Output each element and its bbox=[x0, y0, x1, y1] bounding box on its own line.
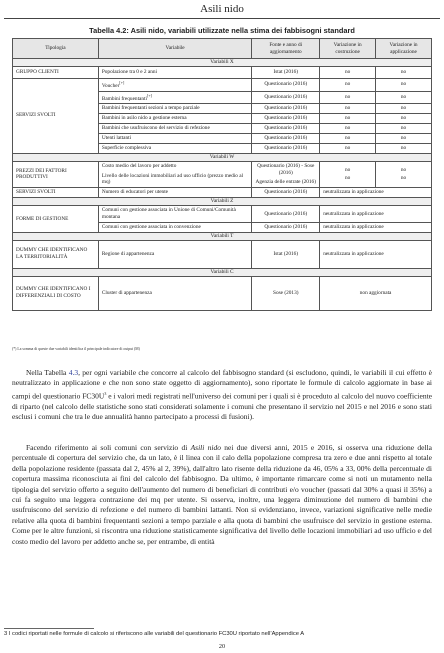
neutral-cell: neutralizzata in applicazione bbox=[320, 222, 432, 232]
fonte-cell: Questionario (2016) bbox=[252, 91, 320, 104]
applicazione-cell: no bbox=[376, 133, 432, 143]
applicazione-cell: no bbox=[376, 67, 432, 79]
variabile-cell: Superficie complessiva bbox=[98, 143, 252, 153]
fonte-cell: Sose (2013) bbox=[252, 276, 320, 310]
output-marker: [+] bbox=[119, 80, 125, 85]
costruzione-cell: no bbox=[320, 124, 376, 134]
fonte-cell: Istat (2016) bbox=[252, 240, 320, 268]
group-row-t bbox=[13, 232, 432, 240]
table-row bbox=[13, 188, 432, 198]
table-row bbox=[13, 206, 432, 223]
output-marker: [+] bbox=[147, 92, 152, 98]
variabile-cell: Bambini in asilo nido a gestione esterna bbox=[98, 114, 252, 124]
applicazione-cell bbox=[376, 161, 432, 188]
fonte-cell: Questionario (2016) bbox=[252, 79, 320, 92]
neutral-cell: neutralizzata in applicazione bbox=[320, 188, 432, 198]
group-label-t: Variabili T bbox=[13, 232, 432, 240]
table-row bbox=[13, 161, 432, 188]
tipologia-cell: DUMMY CHE IDENTIFICANO I DIFFERENZIALI DI COSTO bbox=[13, 276, 99, 310]
fonte-cell: Questionario (2016) bbox=[252, 133, 320, 143]
fonte-cell: Questionario (2016) bbox=[252, 143, 320, 153]
group-label-c: Variabili C bbox=[13, 268, 432, 276]
fonte-cell: Questionario (2016) bbox=[252, 206, 320, 223]
paragraph-1-text bbox=[12, 368, 432, 423]
table-row bbox=[13, 79, 432, 92]
neutral-cell: non aggiornata bbox=[320, 276, 432, 310]
tipologia-cell: GRUPPO CLIENTI bbox=[13, 67, 99, 79]
variabile-cell bbox=[98, 79, 252, 92]
applicazione-cell: no bbox=[376, 143, 432, 153]
tipologia-cell: FORME DI GESTIONE bbox=[13, 206, 99, 233]
p1-end: e i valori medi registrati nell'universo dei comuni per i quali si è proceduto al calcolo del nuovo coefficiente di riparto (nel calcolo delle statistiche sono stati considerati solamente i comuni che presentano il servizio nel 2015 e nel 2016 e sono stati esclusi i comuni che tra le due annualità hanno partecipato a processi di fusioni). bbox=[12, 391, 432, 422]
variabile-cell: Numero di educatori per utente bbox=[98, 188, 252, 198]
variabile-cell: Bambini frequentanti sezioni a tempo parziale bbox=[98, 104, 252, 114]
variabile-cell: Popolazione tra 0 e 2 anni bbox=[98, 67, 252, 79]
fonte-line: Questionario (2016) - Sose (2016) bbox=[257, 163, 315, 177]
applicazione-line: no bbox=[400, 166, 407, 173]
group-label-w: Variabili W bbox=[13, 153, 432, 161]
footnote: 3 I codici riportati nelle formule di calcolo si riferiscono alle variabili del questionario FC30U riportato nell'Appendice A bbox=[4, 631, 305, 637]
variabile-cell: Cluster di appartenenza bbox=[98, 276, 252, 310]
table-row bbox=[13, 276, 432, 310]
p2-post: nei due diversi anni, 2015 e 2016, si osserva una riduzione della percentuale di copertura del servizio che, da un lato, è il linea con il calo della popolazione compresa tra zero e due anni rispetto al totale della popolazione residente (passata dal 2, 45% al 2, 39%), dall'altro lato risente della riduzione da 46, 05% a 33, 00% della percentuale di copertura massima riconosciuta ai fini del calcolo del fabbisogno. Da ultimo, è importante rimarcare come si noti un mutamento nella tipologia del servizio offerto a seguito dell'aumento del numero di beneficiari di contributi e/o voucher (passati dal 30% a quasi il 35%) a cui fa seguito una leggera contrazione dei mq per utente. Si osserva, inoltre, una leggera diminuzione del numero di bambini che usufruiscono del servizio di refezione e del numero di bambini lattanti. Non si evidenziano, invece, variazioni significative nelle medie relative alla quota di bambini frequentanti sezioni a tempo parziale e alla quota di bambini che usufruisce del servizio in gestione esterna. Come per le altre funzioni, si riscontra una riduzione statisticamente significativa del livello delle locazioni immobiliari ad uso ufficio e del costo medio del lavoro per addetto anche se, per entrambe, di entità bbox=[12, 443, 432, 546]
variabile-cell bbox=[98, 161, 252, 188]
tipologia-cell: SERVIZI SVOLTI bbox=[13, 188, 99, 198]
fonte-cell: Istat (2016) bbox=[252, 67, 320, 79]
variabile-text: Voucher bbox=[101, 82, 120, 89]
costruzione-cell: no bbox=[320, 67, 376, 79]
p1-post: , per ogni variabile che concorre al calcolo del fabbisogno standard (si escludono, quindi, le variabili il cui effetto è neutralizzato in applicazione e che non sono state oggetto di aggiornamento), sono riportate le formule di calcolo aggiornate in base ai campi del questionario FC30U bbox=[12, 368, 432, 401]
variabile-line: Costo medio del lavoro per addetto bbox=[101, 162, 177, 169]
neutral-cell: neutralizzata in applicazione bbox=[320, 206, 432, 223]
paragraph-1 bbox=[12, 368, 432, 423]
costruzione-line: no bbox=[344, 166, 351, 173]
group-label-z: Variabili Z bbox=[13, 198, 432, 206]
header-tipologia: Tipologia bbox=[13, 39, 99, 59]
group-row-c bbox=[13, 268, 432, 276]
fonte-cell: Questionario (2016) bbox=[252, 104, 320, 114]
paragraph-2 bbox=[12, 443, 432, 547]
footnote-rule bbox=[4, 628, 94, 629]
group-row-x bbox=[13, 59, 432, 67]
costruzione-cell: no bbox=[320, 91, 376, 104]
table-row bbox=[13, 240, 432, 268]
costruzione-cell: no bbox=[320, 114, 376, 124]
page-number: 20 bbox=[218, 643, 226, 650]
variables-table bbox=[12, 38, 432, 311]
running-head: Asili nido bbox=[200, 3, 244, 15]
costruzione-cell: no bbox=[320, 79, 376, 92]
fonte-cell: Questionario (2016) bbox=[252, 124, 320, 134]
costruzione-cell bbox=[320, 161, 376, 188]
p1-pre: Nella Tabella bbox=[26, 368, 69, 377]
fonte-cell: Questionario (2016) bbox=[252, 114, 320, 124]
table-note: (*) La somma di queste due variabili identifica il principale indicatore di output (M) bbox=[12, 347, 140, 351]
variabile-cell: Comuni con gestione associata in convenzione bbox=[98, 222, 252, 232]
group-row-w bbox=[13, 153, 432, 161]
applicazione-line: no bbox=[400, 175, 407, 182]
variabile-cell: Comuni con gestione associata in Unione di Comuni/Comunità montana bbox=[98, 206, 252, 223]
header-rule bbox=[4, 18, 440, 19]
fonte-cell: Questionario (2016) bbox=[252, 188, 320, 198]
header-variabile: Variabile bbox=[98, 39, 252, 59]
variabile-text: Bambini frequentanti bbox=[101, 95, 147, 102]
tipologia-cell: SERVIZI SVOLTI bbox=[13, 79, 99, 154]
header-var-costruzione: Variazione in costruzione bbox=[320, 39, 376, 59]
fonte-cell: Questionario (2016) bbox=[252, 222, 320, 232]
variabile-line: Livello delle locazioni immobiliari ad uso ufficio (prezzo medio al mq) bbox=[101, 172, 244, 186]
p2-pre: Facendo riferimento ai soli comuni con servizio di bbox=[26, 443, 191, 452]
costruzione-cell: no bbox=[320, 143, 376, 153]
table-title: Tabella 4.2: Asili nido, variabili utilizzate nella stima dei fabbisogni standard bbox=[89, 26, 355, 35]
table-header-row bbox=[13, 39, 432, 59]
variabile-cell: Bambini che usufruiscono del servizio di refezione bbox=[98, 124, 252, 134]
costruzione-cell: no bbox=[320, 133, 376, 143]
costruzione-cell: no bbox=[320, 104, 376, 114]
table-ref-link[interactable]: 4.3 bbox=[68, 368, 79, 377]
header-fonte: Fonte e anno di aggiornamento bbox=[252, 39, 320, 59]
neutral-cell: neutralizzata in applicazione bbox=[320, 240, 432, 268]
table-row bbox=[13, 67, 432, 79]
applicazione-cell: no bbox=[376, 114, 432, 124]
tipologia-cell: DUMMY CHE IDENTIFICANO LA TERRITORIALITÀ bbox=[13, 240, 99, 268]
header-var-applicazione: Variazione in applicazione bbox=[376, 39, 432, 59]
applicazione-cell: no bbox=[376, 124, 432, 134]
p2-service-name: Asili nido bbox=[190, 443, 221, 452]
fonte-cell bbox=[252, 161, 320, 188]
costruzione-line: no bbox=[344, 175, 351, 182]
footnote-ref[interactable]: 3 bbox=[104, 390, 107, 396]
variabile-cell: Utenti lattanti bbox=[98, 133, 252, 143]
applicazione-cell: no bbox=[376, 91, 432, 104]
tipologia-cell: PREZZI DEI FATTORI PRODUTTIVI bbox=[13, 161, 99, 188]
group-row-z bbox=[13, 198, 432, 206]
paragraph-2-text bbox=[12, 443, 432, 547]
applicazione-cell: no bbox=[376, 104, 432, 114]
variabile-cell bbox=[98, 91, 252, 104]
group-label-x: Variabili X bbox=[13, 59, 432, 67]
applicazione-cell: no bbox=[376, 79, 432, 92]
fonte-line: Agenzia delle entrate (2016) bbox=[255, 178, 316, 185]
variabile-cell: Regione di appartenenza bbox=[98, 240, 252, 268]
